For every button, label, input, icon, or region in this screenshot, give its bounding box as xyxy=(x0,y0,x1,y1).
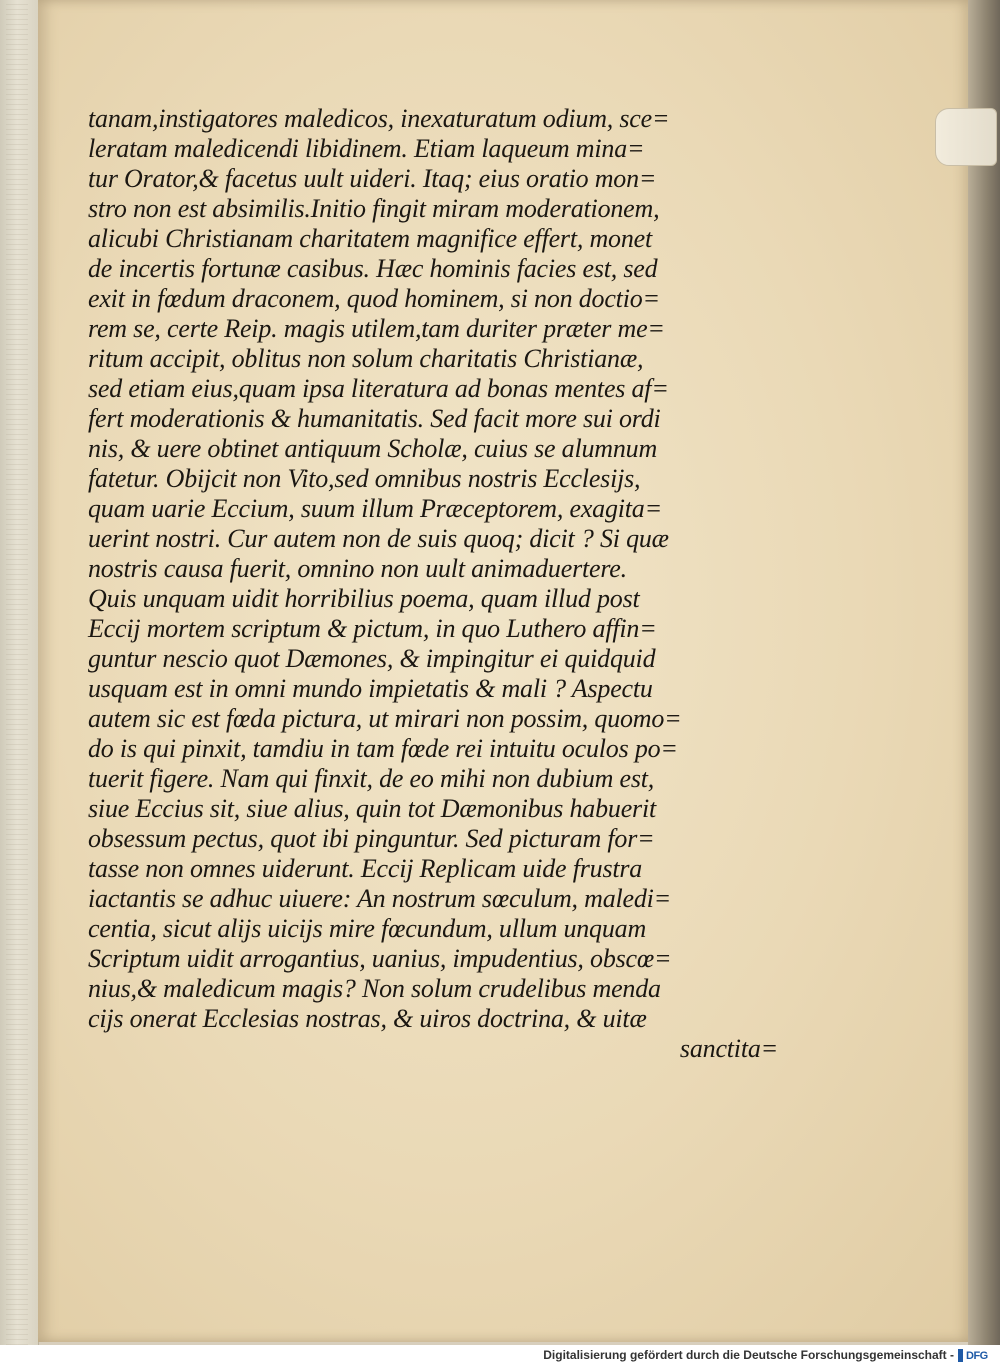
text-line: Scriptum uidit arrogantius, uanius, impudentius, obscœ= xyxy=(88,944,672,973)
text-line: tanam,instigatores maledicos, inexaturatum odium, sce= xyxy=(88,104,670,133)
text-line: Eccij mortem scriptum & pictum, in quo Luthero affin= xyxy=(88,614,657,643)
text-line: siue Eccius sit, siue alius, quin tot Dæmonibus habuerit xyxy=(88,794,657,823)
text-line: guntur nescio quot Dæmones, & impingitur ei quidquid xyxy=(88,644,656,673)
text-line: fatetur. Obijcit non Vito,sed omnibus nostris Ecclesijs, xyxy=(88,464,641,493)
text-line: nostris causa fuerit, omnino non uult animaduertere. xyxy=(88,554,627,583)
text-line: rem se, certe Reip. magis utilem,tam duriter præter me= xyxy=(88,314,665,343)
text-line: alicubi Christianam charitatem magnifice effert, monet xyxy=(88,224,653,253)
page-clip xyxy=(935,108,997,166)
catchword: sanctita= xyxy=(679,1034,778,1063)
book-cover-edge xyxy=(968,0,1000,1345)
text-line: tuerit figere. Nam qui finxit, de eo mihi non dubium est, xyxy=(88,764,655,793)
text-line: sed etiam eius,quam ipsa literatura ad bonas mentes af= xyxy=(88,374,669,403)
text-line: usquam est in omni mundo impietatis & mali ? Aspectu xyxy=(88,674,653,703)
text-line: uerint nostri. Cur autem non de suis quoq; dicit ? Si quæ xyxy=(88,524,669,553)
footer-bar xyxy=(0,1345,1000,1367)
text-line: autem sic est fœda pictura, ut mirari non possim, quomo= xyxy=(88,704,682,733)
logo-mark xyxy=(958,1349,963,1362)
text-line: leratam maledicendi libidinem. Etiam laqueum mina= xyxy=(88,134,645,163)
text-line: quam uarie Eccium, suum illum Præceptorem, exagita= xyxy=(88,494,662,523)
text-line: nius,& maledicum magis? Non solum crudelibus menda xyxy=(88,974,661,1003)
text-line: obsessum pectus, quot ibi pinguntur. Sed picturam for= xyxy=(88,824,655,853)
text-line: centia, sicut alijs uicijs mire fœcundum, ullum unquam xyxy=(88,914,647,943)
dfg-logo-icon xyxy=(958,1348,994,1363)
text-line: cijs onerat Ecclesias nostras, & uiros doctrina, & uitæ xyxy=(88,1004,647,1033)
text-line: de incertis fortunæ casibus. Hæc hominis facies est, sed xyxy=(88,254,658,283)
page-text-block xyxy=(88,104,778,1064)
text-line: tur Orator,& facetus uult uideri. Itaq; eius oratio mon= xyxy=(88,164,657,193)
text-line: Quis unquam uidit horribilius poema, quam illud post xyxy=(88,584,640,613)
logo-text: DFG xyxy=(966,1349,988,1362)
text-line: exit in fœdum draconem, quod hominem, si non doctio= xyxy=(88,284,660,313)
text-line: ritum accipit, oblitus non solum charitatis Christianæ, xyxy=(88,344,644,373)
text-line: do is qui pinxit, tamdiu in tam fœde rei intuitu oculos po= xyxy=(88,734,678,763)
book-binding xyxy=(0,0,39,1345)
funding-notice: Digitalisierung gefördert durch die Deutsche Forschungsgemeinschaft - xyxy=(543,1348,954,1362)
text-line: tasse non omnes uiderunt. Eccij Replicam uide frustra xyxy=(88,854,643,883)
text-line: fert moderationis & humanitatis. Sed facit more sui ordi xyxy=(88,404,661,433)
text-line: stro non est absimilis.Initio fingit miram moderationem, xyxy=(88,194,660,223)
text-line: nis, & uere obtinet antiquum Scholæ, cuius se alumnum xyxy=(88,434,658,463)
text-line: iactantis se adhuc uiuere: An nostrum sœculum, maledi= xyxy=(88,884,672,913)
